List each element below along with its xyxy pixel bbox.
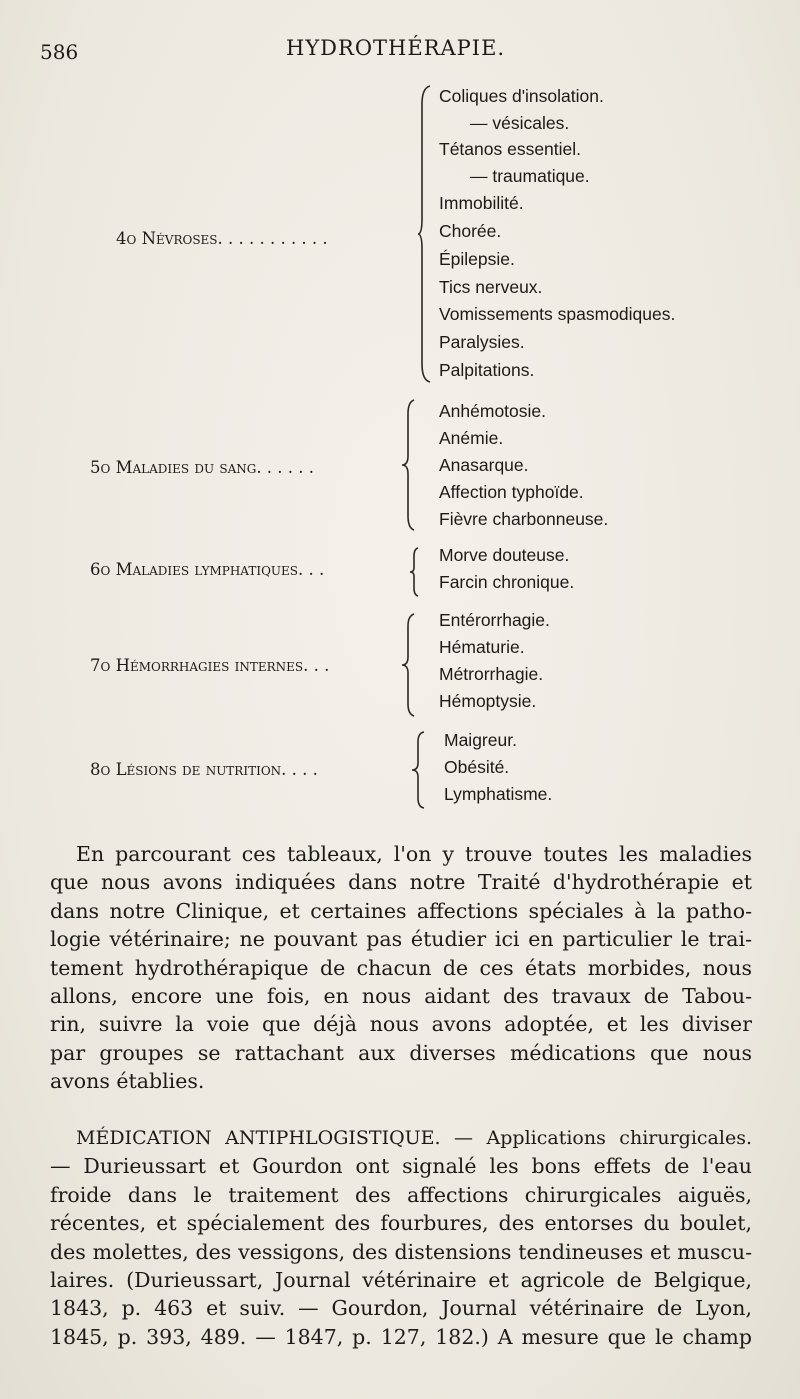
list-item: Tics nerveux. [439, 277, 543, 297]
list-item: Métrorrhagie. [439, 664, 544, 684]
list-item: Épilepsie. [439, 249, 515, 269]
text-line: froide dans le traitement des affections chirurgicales aiguës, [50, 1182, 752, 1207]
list-item: Tétanos essentiel. [439, 139, 582, 159]
page-number: 586 [40, 40, 79, 64]
text-line: que nous avons indiquées dans notre Traité d'hydrothérapie et [50, 870, 752, 895]
list-item: Morve douteuse. [439, 545, 570, 565]
text-line: avons établies. [50, 1069, 205, 1094]
body-paragraph-antiphlogistic [50, 1124, 752, 1351]
list-item: Maigreur. [444, 730, 517, 750]
list-item: Hémoptysie. [439, 691, 537, 711]
brace-icon [418, 84, 432, 384]
list-item: Lymphatisme. [444, 784, 553, 804]
list-item: Obésité. [444, 757, 510, 777]
text-line: rin, suivre la voie que déjà nous avons adoptée, et les diviser [50, 1012, 752, 1037]
list-item: Hématurie. [439, 637, 525, 657]
text-line: En parcourant ces tableaux, l'on y trouve toutes les maladies [76, 842, 752, 866]
category-label-lesions-de-nutrition: 8o Lésions de nutrition. . . . [90, 760, 318, 779]
list-item: Anémie. [439, 428, 504, 448]
list-item: Vomissements spasmodiques. [439, 304, 676, 324]
brace-icon [402, 612, 416, 718]
text-line: logie vétérinaire; ne pouvant pas étudier ici en particulier le trai- [50, 927, 752, 952]
list-item: Anhémotosie. [439, 401, 547, 421]
list-item: — vésicales. [470, 113, 570, 133]
list-item: Farcin chronique. [439, 572, 575, 592]
category-label-nevroses: 4o Névroses. . . . . . . . . . . [116, 229, 328, 248]
text-line: — Durieussart et Gourdon ont signalé les bons effets de l'eau [50, 1154, 752, 1179]
text-line: 1845, p. 393, 489. — 1847, p. 127, 182.) A mesure que le champ [50, 1324, 752, 1349]
text-line: tement hydrothérapique de chacun de ces états morbides, nous [50, 955, 752, 980]
category-label-maladies-lymphatiques: 6o Maladies lymphatiques. . . [90, 560, 325, 579]
running-head-title: HYDROTHÉRAPIE. [286, 36, 506, 60]
brace-icon [412, 730, 426, 810]
list-item: Paralysies. [439, 332, 525, 352]
list-item: Affection typhoïde. [439, 482, 584, 502]
text-line: récentes, et spécialement des fourbures, des entorses du boulet, [50, 1211, 752, 1236]
category-label-hemorrhagies-internes: 7o Hémorrhagies internes. . . [90, 656, 330, 675]
list-item: Immobilité. [439, 193, 524, 213]
list-item: Anasarque. [439, 455, 529, 475]
list-item: Palpitations. [439, 360, 535, 380]
text-line: dans notre Clinique, et certaines affections spéciales à la patho- [50, 898, 752, 923]
list-item: — traumatique. [470, 166, 590, 186]
list-item: Coliques d'insolation. [439, 86, 604, 106]
list-item: Chorée. [439, 221, 502, 241]
text-line: par groupes se rattachant aux diverses médications que nous [50, 1040, 752, 1065]
brace-icon [402, 398, 416, 532]
list-item: Fièvre charbonneuse. [439, 509, 609, 529]
text-line: allons, encore une fois, en nous aidant des travaux de Tabou- [50, 984, 752, 1009]
brace-icon [408, 546, 422, 598]
text-line: 1843, p. 463 et suiv. — Gourdon, Journal vétérinaire de Lyon, [50, 1296, 752, 1321]
text-line: des molettes, des vessigons, des distensions tendineuses et muscu- [50, 1239, 752, 1264]
section-heading-line: MÉDICATION ANTIPHLOGISTIQUE. — Applications chirurgicales. [76, 1127, 752, 1149]
category-label-maladies-du-sang: 5o Maladies du sang. . . . . . [90, 458, 315, 477]
list-item: Entérorrhagie. [439, 610, 550, 630]
text-line: laires. (Durieussart, Journal vétérinaire et agricole de Belgique, [50, 1268, 752, 1293]
body-paragraph-summary [50, 840, 752, 1096]
